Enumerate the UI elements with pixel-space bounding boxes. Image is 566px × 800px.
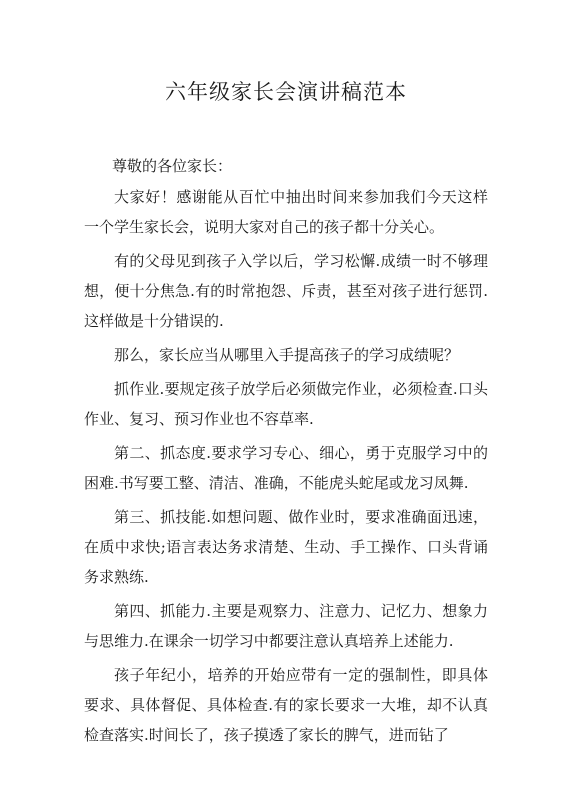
paragraph-supervision: 孩子年纪小，培养的开始应带有一定的强制性，即具体要求、具体督促、具体检查.有的家长要求一大堆，却不认真检查落实.时间长了，孩子摸透了家长的脾气，进而钻了 [84, 666, 488, 744]
document-title: 六年级家长会演讲稿范本 [165, 80, 407, 104]
paragraph-attitude: 第二、抓态度.要求学习专心、细心，勇于克服学习中的困难.书写要工整、清洁、准确，不能虎头蛇尾或龙习凤舞. [84, 444, 488, 492]
paragraph-abilities: 第四、抓能力.主要是观察力、注意力、记忆力、想象力与思维力.在课余一切学习中都要注意认真培养上述能力. [84, 602, 488, 650]
salutation: 尊敬的各位家长： [112, 157, 233, 175]
paragraph-problem: 有的父母见到孩子入学以后，学习松懈.成绩一时不够理想，便十分焦急.有的时常抱怨、斥责，甚至对孩子进行惩罚.这样做是十分错误的. [84, 252, 488, 330]
paragraph-skills: 第三、抓技能.如想问题、做作业时，要求准确面迅速，在质中求快;语言表达务求清楚、生动、手工操作、口头背诵务求熟练. [84, 508, 488, 586]
paragraph-question: 那么，家长应当从哪里入手提高孩子的学习成绩呢？ [114, 346, 460, 364]
paragraph-homework: 抓作业.要规定孩子放学后必须做完作业，必须检查.口头作业、复习、预习作业也不容草率. [84, 380, 488, 428]
paragraph-greeting: 大家好！感谢能从百忙中抽出时间来参加我们今天这样一个学生家长会，说明大家对自己的孩子都十分关心。 [84, 188, 488, 236]
